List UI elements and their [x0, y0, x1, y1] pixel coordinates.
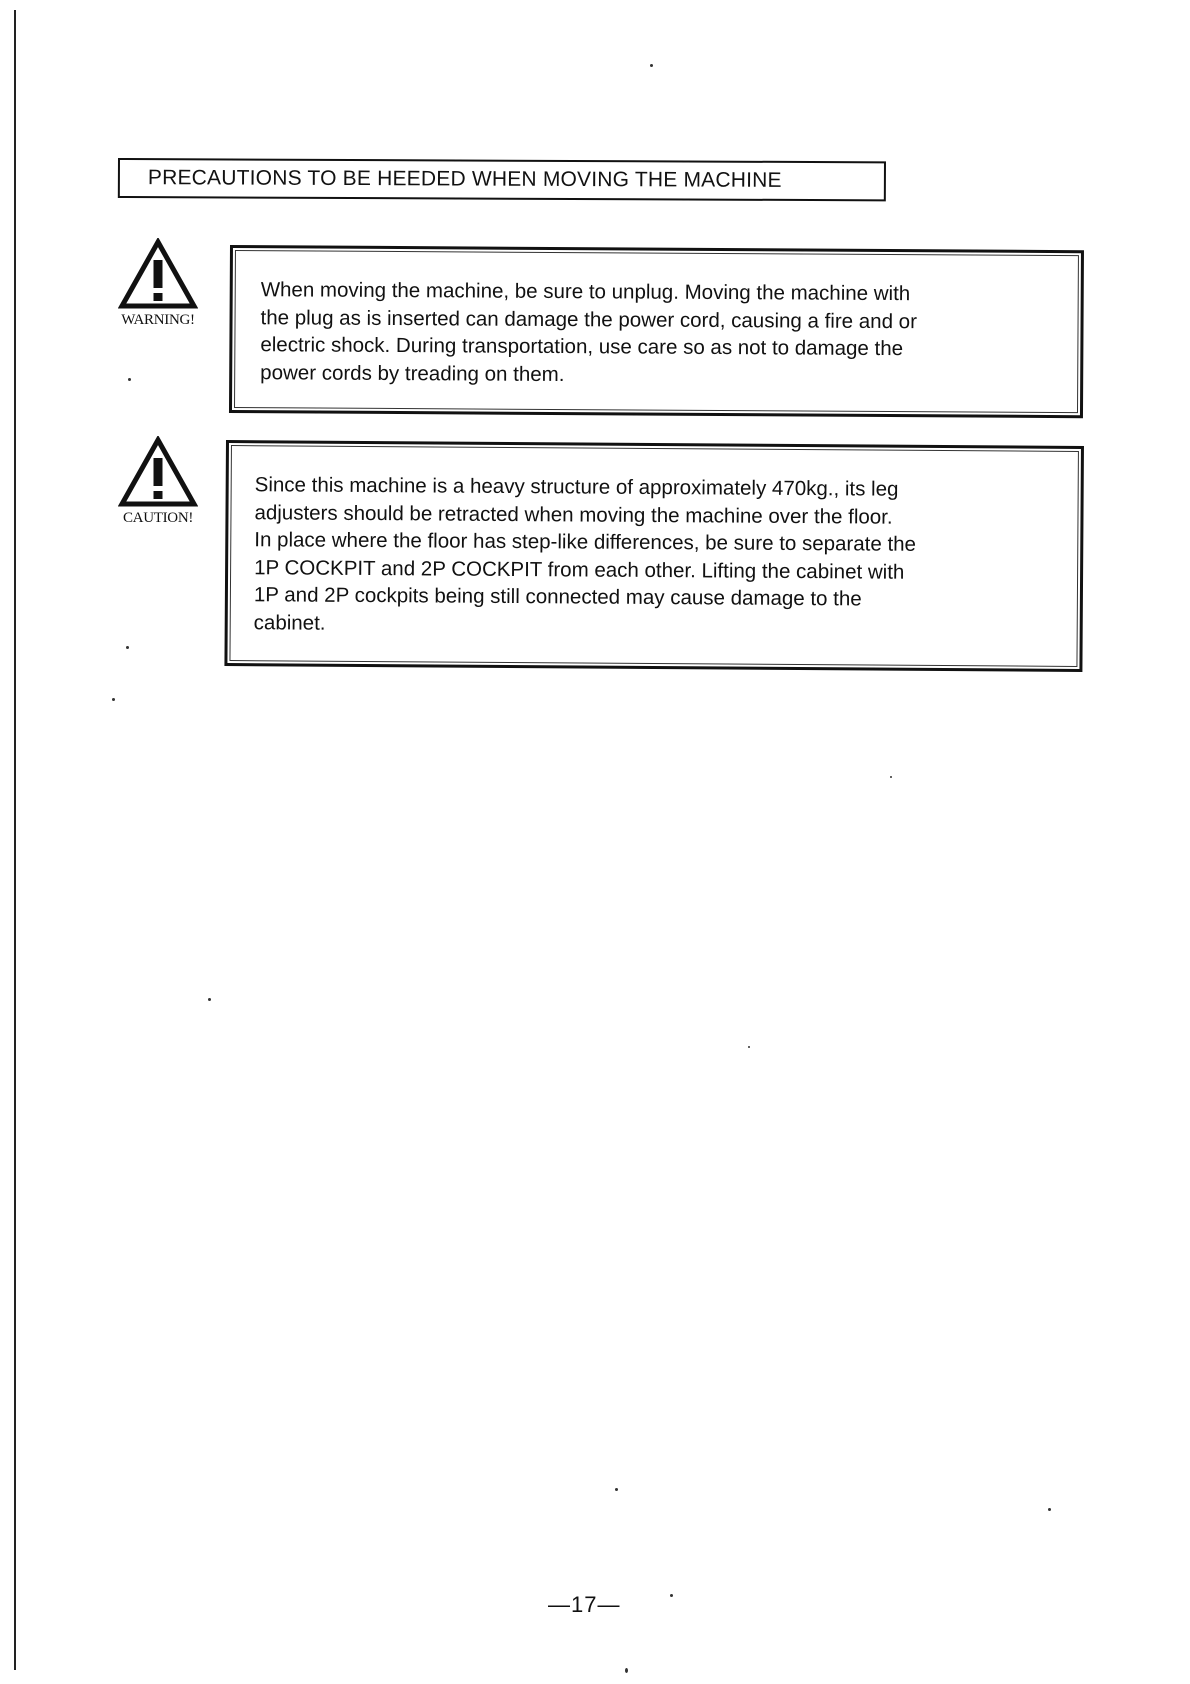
warning-notice-icon-group: [98, 238, 218, 329]
scan-speck: [128, 378, 131, 381]
scan-speck: [625, 1668, 628, 1673]
scan-speck: [650, 64, 653, 67]
caution-text: Since this machine is a heavy structure of approximately 470kg., its leg adjusters should be retracted when moving the machine over the floor. In place where the floor has step-like differences, be sure to separate the 1P COCKPIT and 2P COCKPIT from each other. Lifting the cabinet with 1P and 2P cockpits being still connected may cause damage to the cabinet.: [253, 473, 917, 635]
warning-triangle-icon: [118, 238, 198, 310]
scan-speck: [890, 776, 892, 778]
caution-label: CAUTION!: [122, 510, 194, 526]
caution-notice-box: [224, 440, 1084, 672]
scan-speck: [748, 1046, 750, 1048]
scan-speck: [1048, 1508, 1051, 1511]
warning-label: WARNING!: [121, 312, 195, 328]
scan-speck: [615, 1488, 618, 1491]
caution-notice-icon-group: [98, 436, 218, 527]
scan-speck: [670, 1594, 673, 1597]
scan-speck: [112, 698, 115, 701]
warning-notice-box: [229, 245, 1084, 418]
warning-text: When moving the machine, be sure to unplug. Moving the machine with the plug as is inserted can damage the power cord, causing a fire and or electric shock. During transportation, use care so as not to damage the power cords by treading on them.: [260, 278, 918, 386]
page-edge-line: [14, 10, 16, 1670]
page-number: —17—: [548, 1592, 621, 1617]
scan-speck: [208, 998, 211, 1001]
section-title: PRECAUTIONS TO BE HEEDED WHEN MOVING THE MACHINE: [118, 158, 886, 201]
warning-triangle-icon: [118, 436, 198, 508]
scan-speck: [126, 646, 129, 649]
